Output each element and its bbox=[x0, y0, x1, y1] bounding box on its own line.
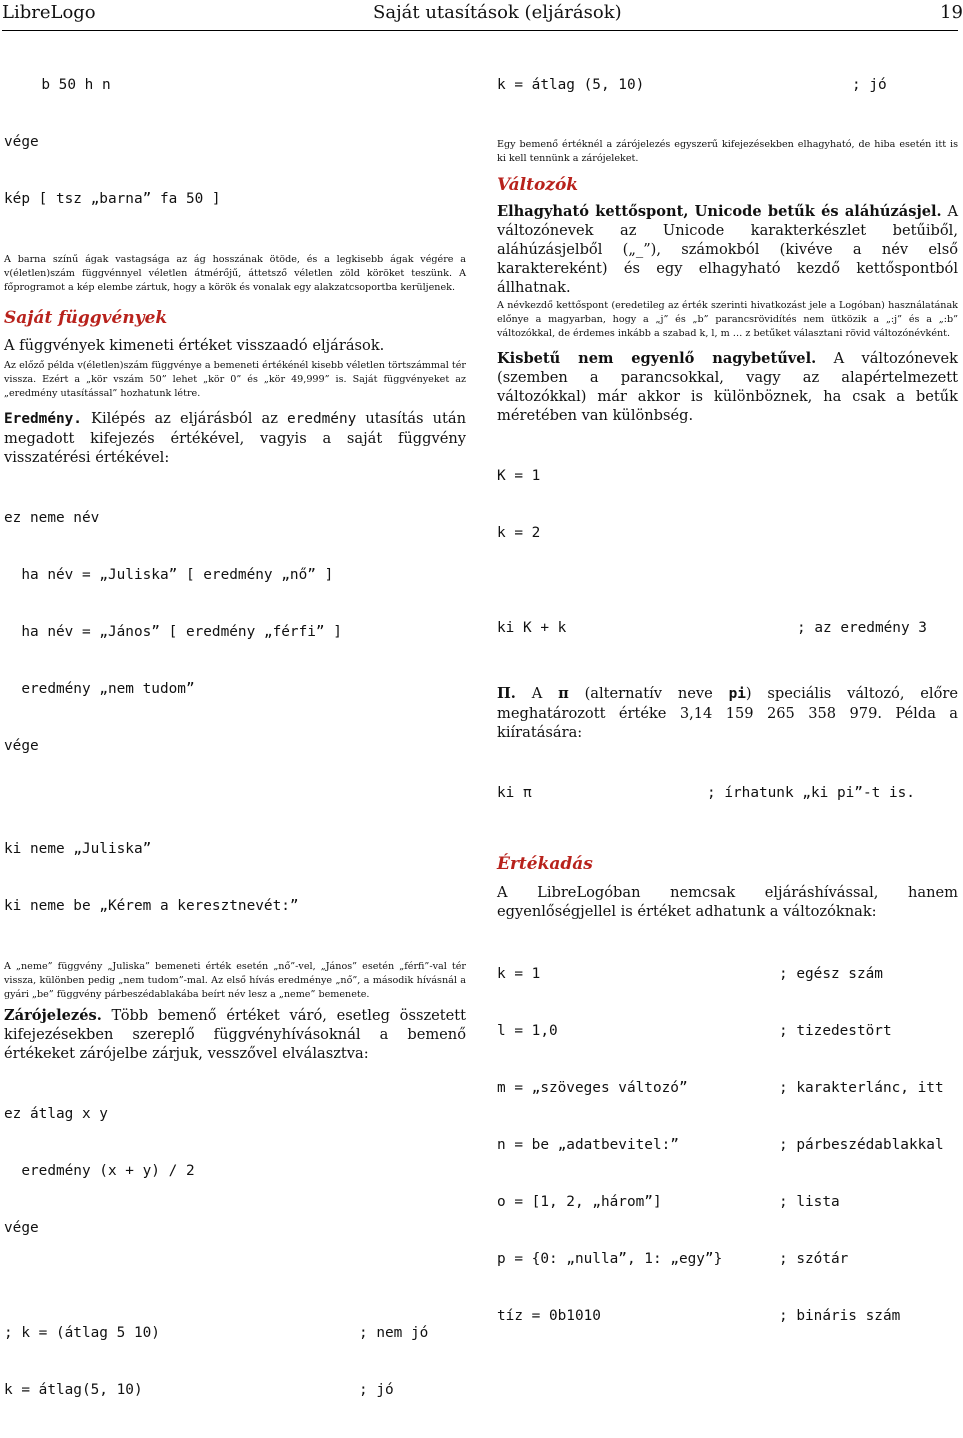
code-text: tíz = 0b1010 bbox=[497, 1308, 601, 1324]
code-line: vége bbox=[4, 1220, 39, 1236]
code-comment: ; nem jó bbox=[359, 1325, 429, 1341]
text-run: (alternatív neve bbox=[568, 685, 729, 702]
code-line: ez átlag x y bbox=[4, 1106, 108, 1122]
paragraph bbox=[497, 202, 958, 297]
code-line bbox=[4, 1324, 466, 1343]
note-paragraph: Az előző példa v(életlen)szám függvénye a bemeneti értékénél kisebb véletlen törtszámmal tér vissza. Ezért a „kör vszám 50” lehet „kör 0” és „kör 49,999” is. Saját függvényeket az „eredmény utasítással” hozhatunk létre. bbox=[4, 360, 466, 399]
code-comment: ; az eredmény 3 bbox=[797, 620, 927, 636]
header-rule bbox=[2, 30, 958, 31]
code-line: eredmény (x + y) / 2 bbox=[4, 1163, 195, 1179]
left-column bbox=[4, 38, 466, 1438]
text-run: A bbox=[515, 685, 559, 702]
code-line: vége bbox=[4, 134, 39, 150]
paragraph bbox=[497, 349, 958, 425]
inline-code: pi bbox=[728, 686, 746, 702]
code-line: k = 2 bbox=[497, 525, 541, 541]
code-line: eredmény „nem tudom” bbox=[4, 681, 195, 697]
paragraph: A függvények kimeneti értéket visszaadó eljárások. bbox=[4, 337, 385, 354]
code-line: kép [ tsz „barna” fa 50 ] bbox=[4, 191, 221, 207]
code-block bbox=[4, 1286, 466, 1438]
text-run: Kilépés az eljárásból az bbox=[81, 410, 287, 427]
text-run: ) speciális változó, előre meghatározott értéke 3,14 159 265 358 979. Példa a kiíratására: bbox=[497, 685, 958, 741]
code-block bbox=[497, 429, 958, 581]
code-text: n = be „adatbevitel:” bbox=[497, 1137, 679, 1153]
keyword: Eredmény. bbox=[4, 411, 82, 427]
code-text: k = 1 bbox=[497, 966, 541, 982]
keyword: Elhagyható kettőspont, Unicode betűk és aláhúzásjel. bbox=[497, 203, 942, 220]
code-line: ki neme „Juliska” bbox=[4, 841, 152, 857]
code-block bbox=[4, 471, 466, 954]
code-line: ki neme be „Kérem a keresztnevét:” bbox=[4, 898, 299, 914]
code-line: ha név = „János” [ eredmény „férfi” ] bbox=[4, 624, 342, 640]
code-comment: ; karakterlánc, itt bbox=[779, 1080, 944, 1096]
section-heading: Változók bbox=[497, 175, 579, 195]
code-text: p = {0: „nulla”, 1: „egy”} bbox=[497, 1251, 723, 1267]
code-line bbox=[497, 1022, 958, 1041]
code-comment: ; párbeszédablakkal bbox=[779, 1137, 944, 1153]
code-line: ez neme név bbox=[4, 510, 100, 526]
code-line bbox=[497, 965, 958, 984]
code-line bbox=[497, 784, 958, 803]
code-line: K = 1 bbox=[497, 468, 541, 484]
code-text: ; k = (átlag 5 10) bbox=[4, 1325, 160, 1341]
code-comment: ; egész szám bbox=[779, 966, 883, 982]
keyword: Π. bbox=[497, 685, 516, 702]
note-paragraph: Egy bemenő értéknél a zárójelezés egyszerű kifejezésekben elhagyható, de hiba esetén itt is ki kell tennünk a zárójeleket. bbox=[497, 139, 958, 164]
code-block bbox=[497, 746, 958, 841]
header-chapter: Saját utasítások (eljárások) bbox=[373, 2, 622, 23]
note-paragraph: A névkezdő kettőspont (eredetileg az érték szerinti hivatkozást jele a Logóban) használatának előnye a magyarban, hogy a „j” és „b” parancsrövidítés nem ütközik a „:j” és a „:b” változókkal, de érdemes inkább a szabad k, l, m … z betűket választani rövid változónévként. bbox=[497, 300, 958, 339]
keyword: Kisbetű nem egyenlő nagybetűvel. bbox=[497, 350, 817, 367]
note-paragraph: A „neme” függvény „Juliska” bemeneti érték esetén „nő”-vel, „János” esetén „férfi”-val tér vissza, különben pedig „nem tudom”-mal. Az első hívás eredménye „nő”, a második hívásnál a gyári „be” függvény párbeszédablakába beírt név lesz a „neme” bemenete. bbox=[4, 961, 466, 1000]
right-column bbox=[497, 38, 958, 1364]
page-header bbox=[0, 0, 963, 28]
code-text: k = átlag (5, 10) bbox=[497, 77, 645, 93]
code-comment: ; jó bbox=[852, 77, 887, 93]
text-run: A változónevek az Unicode karakterkészlet betűiből, aláhúzásjelből („_”), számokból (kivéve a név első karaktereként) és egy elhagyható kezdő kettőspontból állhatnak. bbox=[497, 203, 958, 296]
page-number: 19 bbox=[940, 2, 963, 23]
text-run: Több bemenő értéket váró, esetleg összetett kifejezésekben szereplő függvényhívásoknál a bemenő értékeket zárójelbe zárjuk, vesszővel elválasztva: bbox=[4, 1007, 466, 1062]
code-block bbox=[4, 38, 466, 247]
code-comment: ; lista bbox=[779, 1194, 840, 1210]
code-line bbox=[497, 1193, 958, 1212]
paragraph bbox=[497, 684, 958, 742]
code-line bbox=[497, 1079, 958, 1098]
section-heading: Értékadás bbox=[497, 854, 593, 874]
code-block bbox=[497, 38, 958, 133]
code-line bbox=[4, 1381, 466, 1400]
paragraph bbox=[4, 409, 466, 467]
code-block bbox=[4, 1067, 466, 1276]
pi-symbol: π bbox=[558, 685, 569, 702]
code-text: k = átlag(5, 10) bbox=[4, 1382, 143, 1398]
section-heading: Saját függvények bbox=[4, 308, 168, 328]
text-run: utasítás után megadott kifejezés értékével, vagyis a saját függvény visszatérési értékével: bbox=[4, 410, 466, 466]
note-paragraph: A barna színű ágak vastagsága az ág hosszának ötöde, és a legkisebb ágak végére a v(életlen)szám függvénnyel véletlen átmérőjű, áttetsző véletlen zöld köröket teszünk. A főprogramot a kép elembe zártuk, hogy a körök és vonalak egy alakzatcsoportba kerüljenek. bbox=[4, 254, 466, 293]
code-block bbox=[497, 927, 958, 1364]
code-line bbox=[497, 1136, 958, 1155]
inline-code: eredmény bbox=[286, 411, 357, 427]
code-line bbox=[497, 1250, 958, 1269]
code-text: ki K + k bbox=[497, 620, 567, 636]
code-comment: ; írhatunk „ki pi”-t is. bbox=[707, 785, 915, 801]
code-line: ha név = „Juliska” [ eredmény „nő” ] bbox=[4, 567, 334, 583]
code-comment: ; szótár bbox=[779, 1251, 849, 1267]
paragraph bbox=[4, 1006, 466, 1063]
code-text: m = „szöveges változó” bbox=[497, 1080, 688, 1096]
text-run: A változónevek (szemben a parancsokkal, vagy az alapértelmezett változókkal) már akkor is különböznek, ha csak a betűk méretében van különbség. bbox=[497, 350, 958, 424]
code-text: o = [1, 2, „három”] bbox=[497, 1194, 662, 1210]
code-line: b 50 h n bbox=[24, 77, 111, 93]
code-line bbox=[497, 1307, 958, 1326]
code-comment: ; jó bbox=[359, 1382, 394, 1398]
code-line bbox=[497, 619, 958, 638]
code-line bbox=[497, 76, 958, 95]
code-line bbox=[4, 794, 466, 802]
keyword: Zárójelezés. bbox=[4, 1007, 102, 1024]
code-line: vége bbox=[4, 738, 39, 754]
code-text: l = 1,0 bbox=[497, 1023, 558, 1039]
code-text: ki π bbox=[497, 785, 532, 801]
code-comment: ; tizedestört bbox=[779, 1023, 892, 1039]
paragraph: A LibreLogóban nemcsak eljáráshívással, hanem egyenlőségjellel is értéket adhatunk a változóknak: bbox=[497, 884, 958, 920]
header-title: LibreLogo bbox=[2, 2, 96, 23]
code-comment: ; bináris szám bbox=[779, 1308, 901, 1324]
code-block bbox=[497, 581, 958, 676]
